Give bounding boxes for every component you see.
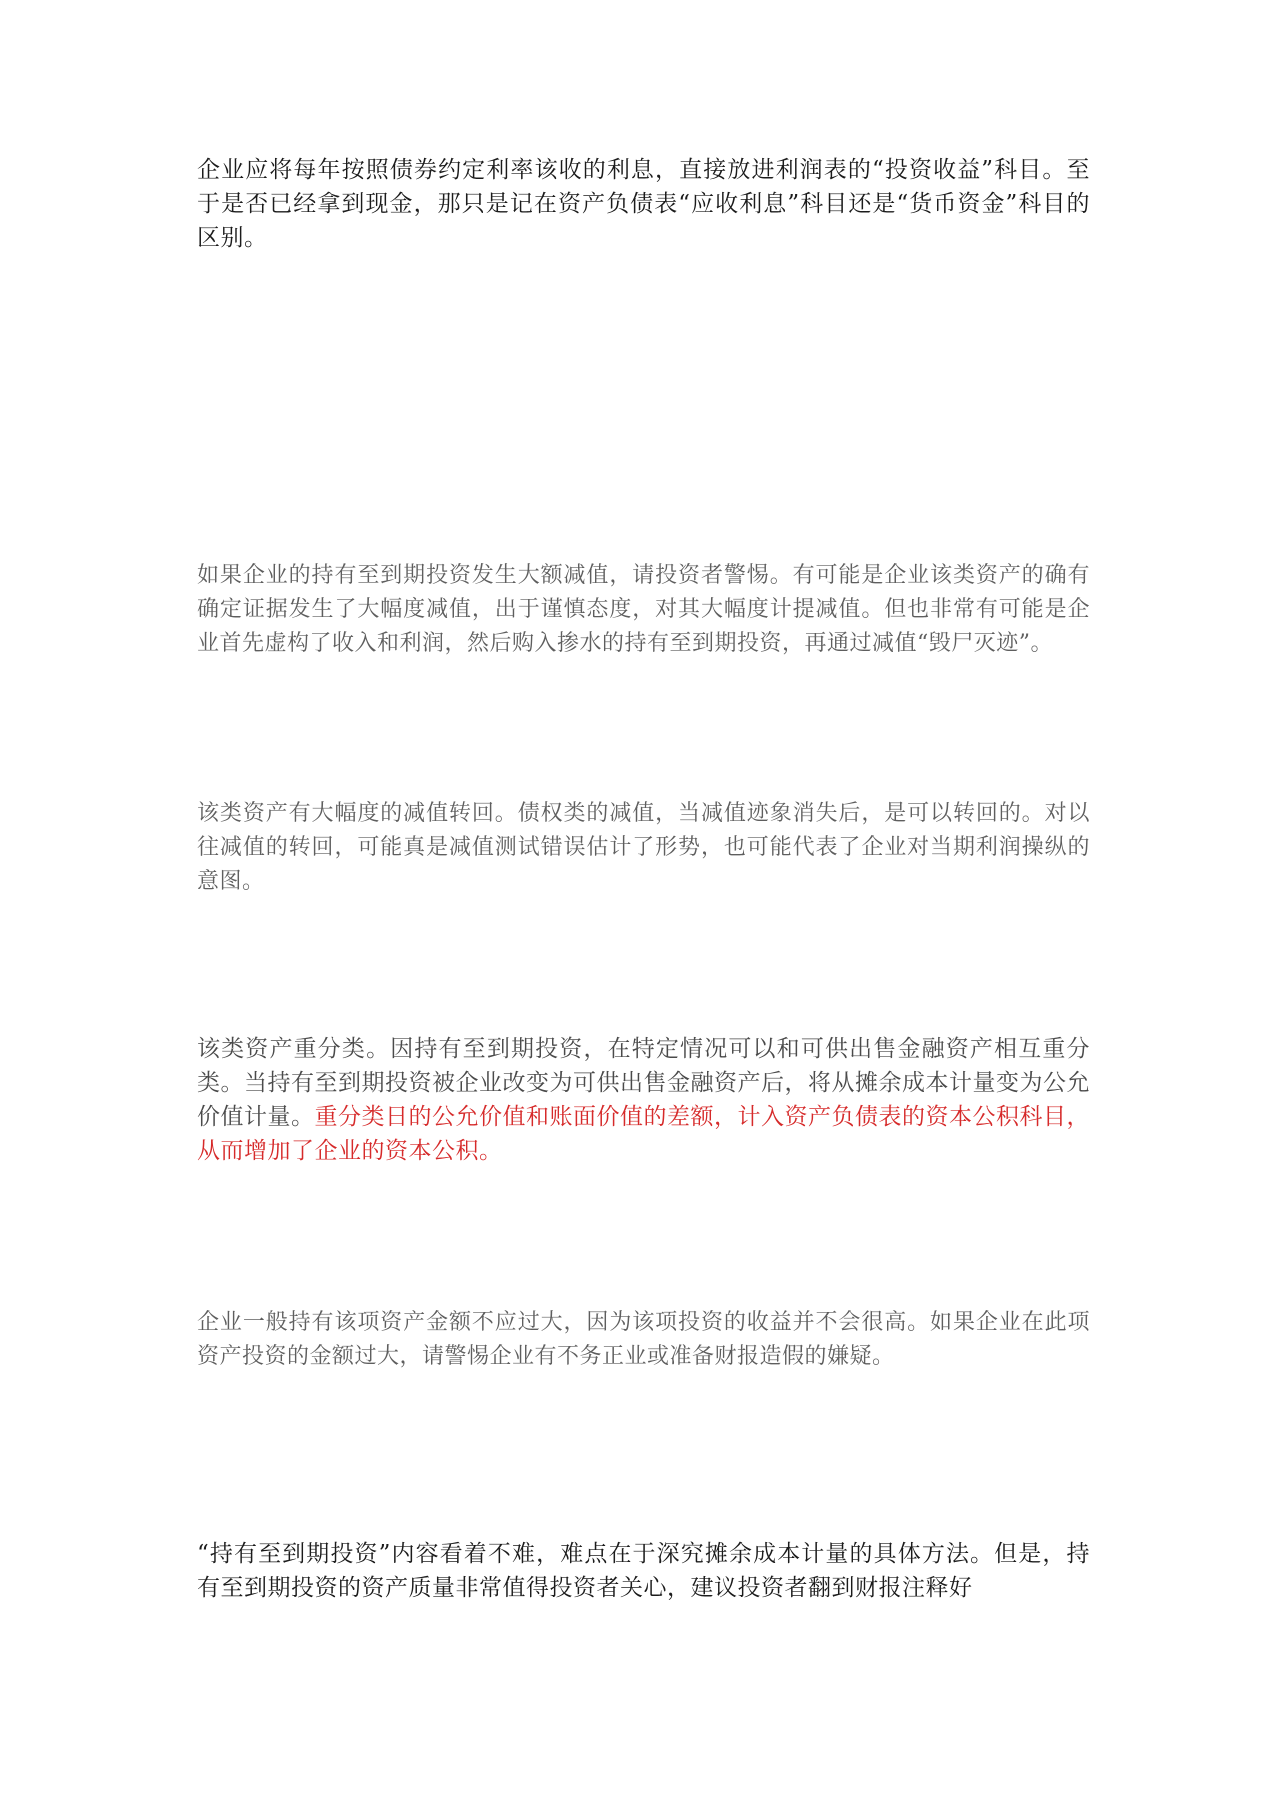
paragraph-text: 该类资产重分类。因持有至到期投资，在特定情况可以和可供出售金融资产相互重分类。当持有至到期投资被企业改变为可供出售金融资产后，将从摊余成本计量变为公允价值计量。	[197, 1036, 1090, 1130]
paragraph-text: 企业一般持有该项资产金额不应过大，因为该项投资的收益并不会很高。如果企业在此项资产投资的金额过大，请警惕企业有不务正业或准备财报造假的嫌疑。	[197, 1310, 1090, 1369]
paragraph-investment-income	[197, 153, 1090, 255]
paragraph-text: “持有至到期投资”内容看着不难，难点在于深究摊余成本计量的具体方法。但是，持有至到期投资的资产质量非常值得投资者关心，建议投资者翻到财报注释好	[197, 1541, 1090, 1601]
paragraph-impairment-warning	[197, 559, 1090, 661]
paragraph-text: 企业应将每年按照债券约定利率该收的利息，直接放进利润表的“投资收益”科目。至于是否已经拿到现金，那只是记在资产负债表“应收利息”科目还是“货币资金”科目的区别。	[197, 157, 1090, 251]
paragraph-text: 如果企业的持有至到期投资发生大额减值，请投资者警惕。有可能是企业该类资产的确有确定证据发生了大幅度减值，出于谨慎态度，对其大幅度计提减值。但也非常有可能是企业首先虚构了收入和利润，然后购入掺水的持有至到期投资，再通过减值“毁尸灭迹”。	[197, 563, 1090, 656]
paragraph-asset-amount	[197, 1306, 1090, 1374]
highlighted-text: 重分类日的公允价值和账面价值的差额，计入资产负债表的资本公积科目，从而增加了企业的资本公积。	[197, 1104, 1090, 1164]
paragraph-text: 该类资产有大幅度的减值转回。债权类的减值，当减值迹象消失后，是可以转回的。对以往减值的转回，可能真是减值测试错误估计了形势，也可能代表了企业对当期利润操纵的意图。	[197, 801, 1090, 894]
paragraph-amortized-cost	[197, 1537, 1090, 1605]
paragraph-reclassification	[197, 1032, 1090, 1168]
paragraph-impairment-reversal	[197, 797, 1090, 899]
